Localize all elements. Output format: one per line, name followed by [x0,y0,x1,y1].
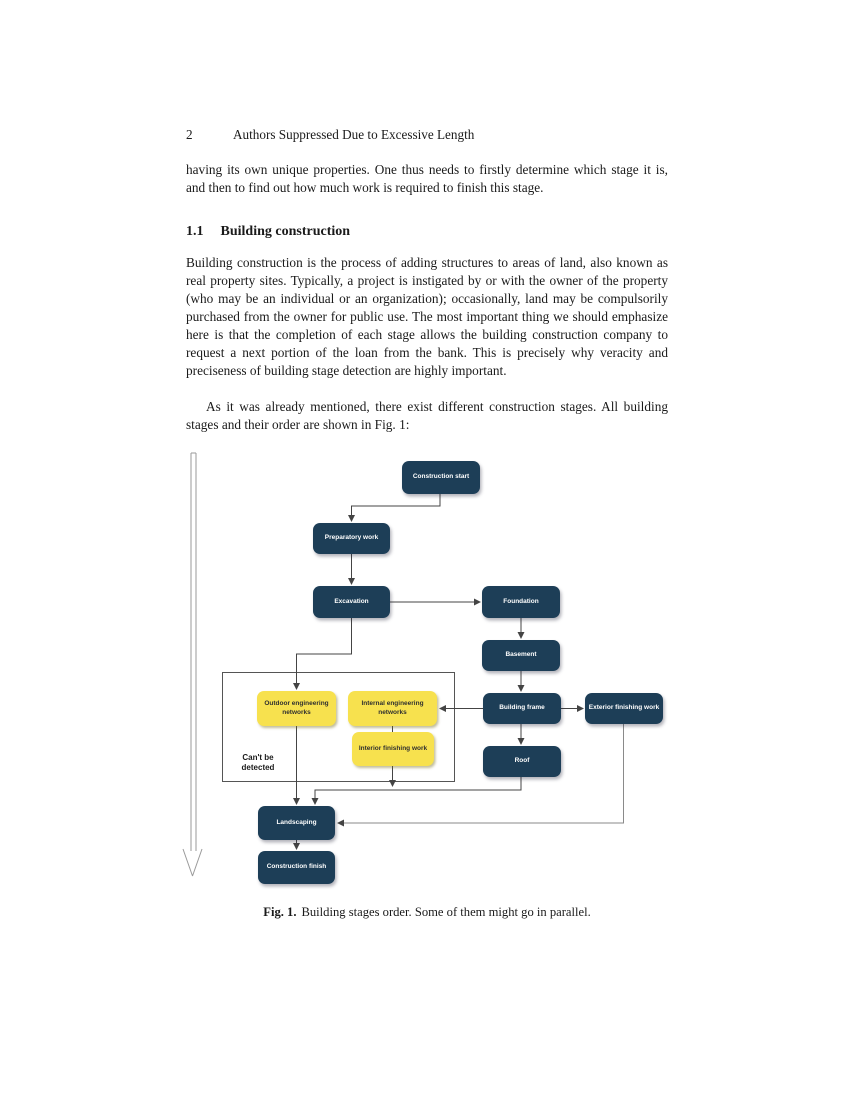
node-label-exterior-finishing-work: Exterior finishing work [588,704,660,712]
paragraph-body: Building construction is the process of adding structures to areas of land, also known as real property sites. Typically, a project is instigated by or with the owner of the property (who may be an individual or an organization); occasionally, land may be compulsorily purchased from the owner for public use. The most important thing we should emphasize here is that the completion of each stage allows the building construction company to request a next portion of the loan from the bank. This is precisely why veracity and preciseness of building stage detection are highly important. [186,255,668,378]
node-landscaping [258,806,335,840]
node-construction-finish [258,851,335,884]
paragraph-intro: having its own unique properties. One thus needs to firstly determine which stage it is, and then to find out how much work is required to finish this stage. [186,162,668,195]
node-label-construction-start: Construction start [412,473,470,481]
undetectable-region-label: Can't be detected [241,753,275,772]
node-building-frame [483,693,561,724]
node-internal-engineering-networks [348,691,437,726]
running-title: Authors Suppressed Due to Excessive Length [233,127,475,142]
node-label-landscaping: Landscaping [276,818,317,826]
flowchart-edges-layer [180,445,675,890]
node-interior-finishing-work [352,732,434,766]
node-exterior-finishing-work [585,693,663,724]
page-number: 2 [186,127,193,142]
node-label-preparatory-work: Preparatory work [324,534,379,542]
edge-construction-start-to-preparatory-work [352,494,441,521]
node-label-building-frame: Building frame [499,704,545,712]
section-title: Building construction [220,224,351,239]
edge-excavation-to-outdoor-engineering-networks [297,618,352,689]
node-excavation [313,586,390,618]
node-label-outdoor-engineering-networks: Outdoor engineering networks [264,699,329,716]
node-label-internal-engineering-networks: Internal engineering networks [361,699,424,716]
edge-roof-to-landscaping [315,777,521,804]
node-label-construction-finish: Construction finish [266,863,327,871]
node-basement [482,640,560,671]
figure-caption-label: Fig. 1. [263,905,297,919]
figure-caption-text: Building stages order. Some of them might go in parallel. [301,905,591,919]
node-outdoor-engineering-networks [257,691,336,726]
node-construction-start [402,461,480,494]
node-label-interior-finishing-work: Interior finishing work [358,744,428,752]
node-label-basement: Basement [505,651,537,659]
node-roof [483,746,561,777]
timeline-arrow-icon [183,453,202,876]
figure-caption [186,905,668,920]
node-label-roof: Roof [514,757,530,765]
section-number: 1.1 [186,224,204,239]
node-preparatory-work [313,523,390,554]
section-heading [186,224,350,240]
node-foundation [482,586,560,618]
paragraph-figure-reference: As it was already mentioned, there exist different construction stages. All building stages and their order are shown in Fig. 1: [186,399,668,432]
node-label-excavation: Excavation [334,597,369,605]
figure-1-flowchart [180,445,675,890]
node-label-foundation: Foundation [503,597,539,605]
